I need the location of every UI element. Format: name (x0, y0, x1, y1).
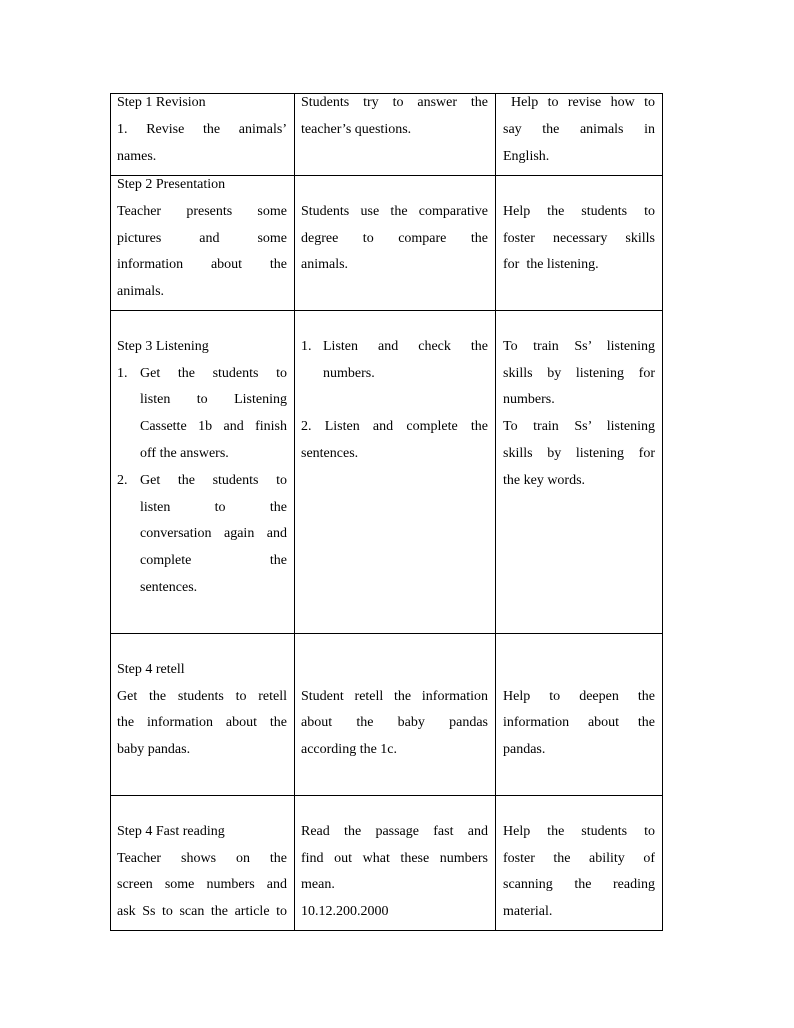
teacher-activity-cell (111, 311, 295, 634)
teacher-activity-cell (111, 796, 295, 931)
lesson-plan-table (110, 93, 663, 931)
blank-line (503, 634, 655, 657)
text-line: Student retell the information (301, 688, 488, 704)
cell-content (503, 796, 655, 926)
text-line: To train Ss’ listening (503, 419, 655, 435)
text-line: Cassette 1b and finish (140, 419, 287, 435)
text-line: Teacher presents some (117, 203, 287, 219)
table-row (111, 796, 663, 931)
teacher-activity-cell (111, 94, 295, 176)
cell-content (301, 796, 488, 926)
cell-content (117, 94, 287, 171)
text-line: off the answers. (140, 445, 229, 461)
text-line: Get the students to retell (117, 688, 287, 704)
cell-content (117, 176, 287, 306)
purpose-cell (496, 796, 663, 931)
text-line: screen some numbers and (117, 877, 287, 893)
text-line: degree to compare the (301, 230, 488, 246)
text-line: the key words. (503, 472, 586, 488)
blank-line (301, 176, 488, 199)
text-line: foster necessary skills (503, 230, 655, 246)
table-row (111, 311, 663, 634)
text-line: Teacher shows on the (117, 850, 287, 866)
blank-line (301, 796, 488, 819)
text-line: ask Ss to scan the article to (117, 904, 287, 920)
blank-line (503, 311, 655, 334)
student-activity-cell (295, 634, 496, 796)
text-line: Get the students to (140, 365, 287, 381)
text-line: Get the students to (140, 472, 287, 488)
teacher-activity-cell (111, 634, 295, 796)
text-line: skills by listening for (503, 365, 655, 381)
cell-content (117, 634, 287, 764)
text-line: Students try to answer the (301, 95, 488, 110)
purpose-cell (496, 634, 663, 796)
cell-content (117, 311, 287, 602)
blank-line (301, 387, 488, 414)
text-line: To train Ss’ listening (503, 338, 655, 354)
list-number: 2. (117, 472, 128, 488)
student-activity-cell (295, 94, 496, 176)
text-line: sentences. (301, 445, 359, 461)
list-item (117, 361, 287, 468)
step-heading: Step 2 Presentation (117, 177, 226, 192)
text-line: according the 1c. (301, 742, 398, 758)
cell-content (503, 311, 655, 495)
text-line: find out what these numbers (301, 850, 488, 866)
student-activity-cell (295, 311, 496, 634)
text-line: information about the (117, 257, 287, 273)
blank-line (503, 176, 655, 199)
text-line: material. (503, 904, 553, 920)
text-line: pictures and some (117, 230, 287, 246)
text-line: Help to deepen the (503, 688, 655, 704)
text-line: teacher’s questions. (301, 121, 412, 137)
blank-line (117, 796, 287, 819)
text-line: Listen and check the (323, 338, 488, 354)
text-line: for the listening. (503, 257, 599, 273)
text-line: mean. (301, 877, 335, 893)
text-line: English. (503, 148, 550, 164)
step-heading: Step 4 Fast reading (117, 823, 225, 839)
cell-content (503, 94, 655, 171)
student-activity-cell (295, 176, 496, 311)
text-line: foster the ability of (503, 850, 655, 866)
list-item-text (140, 468, 287, 602)
text-line: the information about the (117, 715, 287, 731)
text-line: Help to revise how to (511, 95, 655, 110)
text-line: Read the passage fast and (301, 823, 488, 839)
list-item-text (323, 334, 488, 388)
purpose-cell (496, 176, 663, 311)
cell-content (503, 176, 655, 280)
text-line: Help the students to (503, 203, 655, 219)
text-line: scanning the reading (503, 877, 655, 893)
purpose-cell (496, 311, 663, 634)
cell-content (503, 634, 655, 764)
text-line: animals. (117, 284, 165, 300)
cell-content (301, 176, 488, 280)
cell-content (301, 311, 488, 468)
text-line: numbers. (323, 365, 375, 381)
text-line: 2. Listen and complete the (301, 419, 488, 435)
text-line: sentences. (140, 579, 198, 595)
text-line: 1. Revise the animals’ (117, 121, 287, 137)
text-line: Help the students to (503, 823, 655, 839)
text-line: skills by listening for (503, 445, 655, 461)
teacher-activity-cell (111, 176, 295, 311)
blank-line (117, 311, 287, 334)
table-row (111, 176, 663, 311)
purpose-cell (496, 94, 663, 176)
step-heading: Step 1 Revision (117, 95, 206, 110)
text-line: names. (117, 148, 157, 164)
blank-line (503, 657, 655, 684)
cell-content (301, 94, 488, 144)
text-line: listen to Listening (140, 392, 287, 408)
step-heading: Step 4 retell (117, 661, 185, 677)
text-line: Students use the comparative (301, 203, 488, 219)
text-line: information about the (503, 715, 655, 731)
text-line: animals. (301, 257, 349, 273)
text-line: complete the (140, 553, 287, 569)
table-row (111, 634, 663, 796)
list-number: 1. (301, 338, 312, 354)
blank-line (117, 634, 287, 657)
cell-content (301, 634, 488, 764)
text-line: numbers. (503, 392, 555, 408)
list-item-text (140, 361, 287, 468)
text-line: say the animals in (503, 121, 655, 137)
text-line: listen to the (140, 499, 287, 515)
text-line: conversation again and (140, 526, 287, 542)
text-line: pandas. (503, 742, 546, 758)
table-row (111, 94, 663, 176)
blank-line (301, 657, 488, 684)
text-line: about the baby pandas (301, 715, 488, 731)
list-item (117, 468, 287, 602)
student-activity-cell (295, 796, 496, 931)
blank-line (301, 634, 488, 657)
list-number: 1. (117, 365, 128, 381)
cell-content (117, 796, 287, 926)
step-heading: Step 3 Listening (117, 338, 209, 354)
blank-line (301, 311, 488, 334)
text-line: baby pandas. (117, 742, 191, 758)
list-item (301, 334, 488, 388)
blank-line (503, 796, 655, 819)
text-line: 10.12.200.2000 (301, 904, 389, 920)
